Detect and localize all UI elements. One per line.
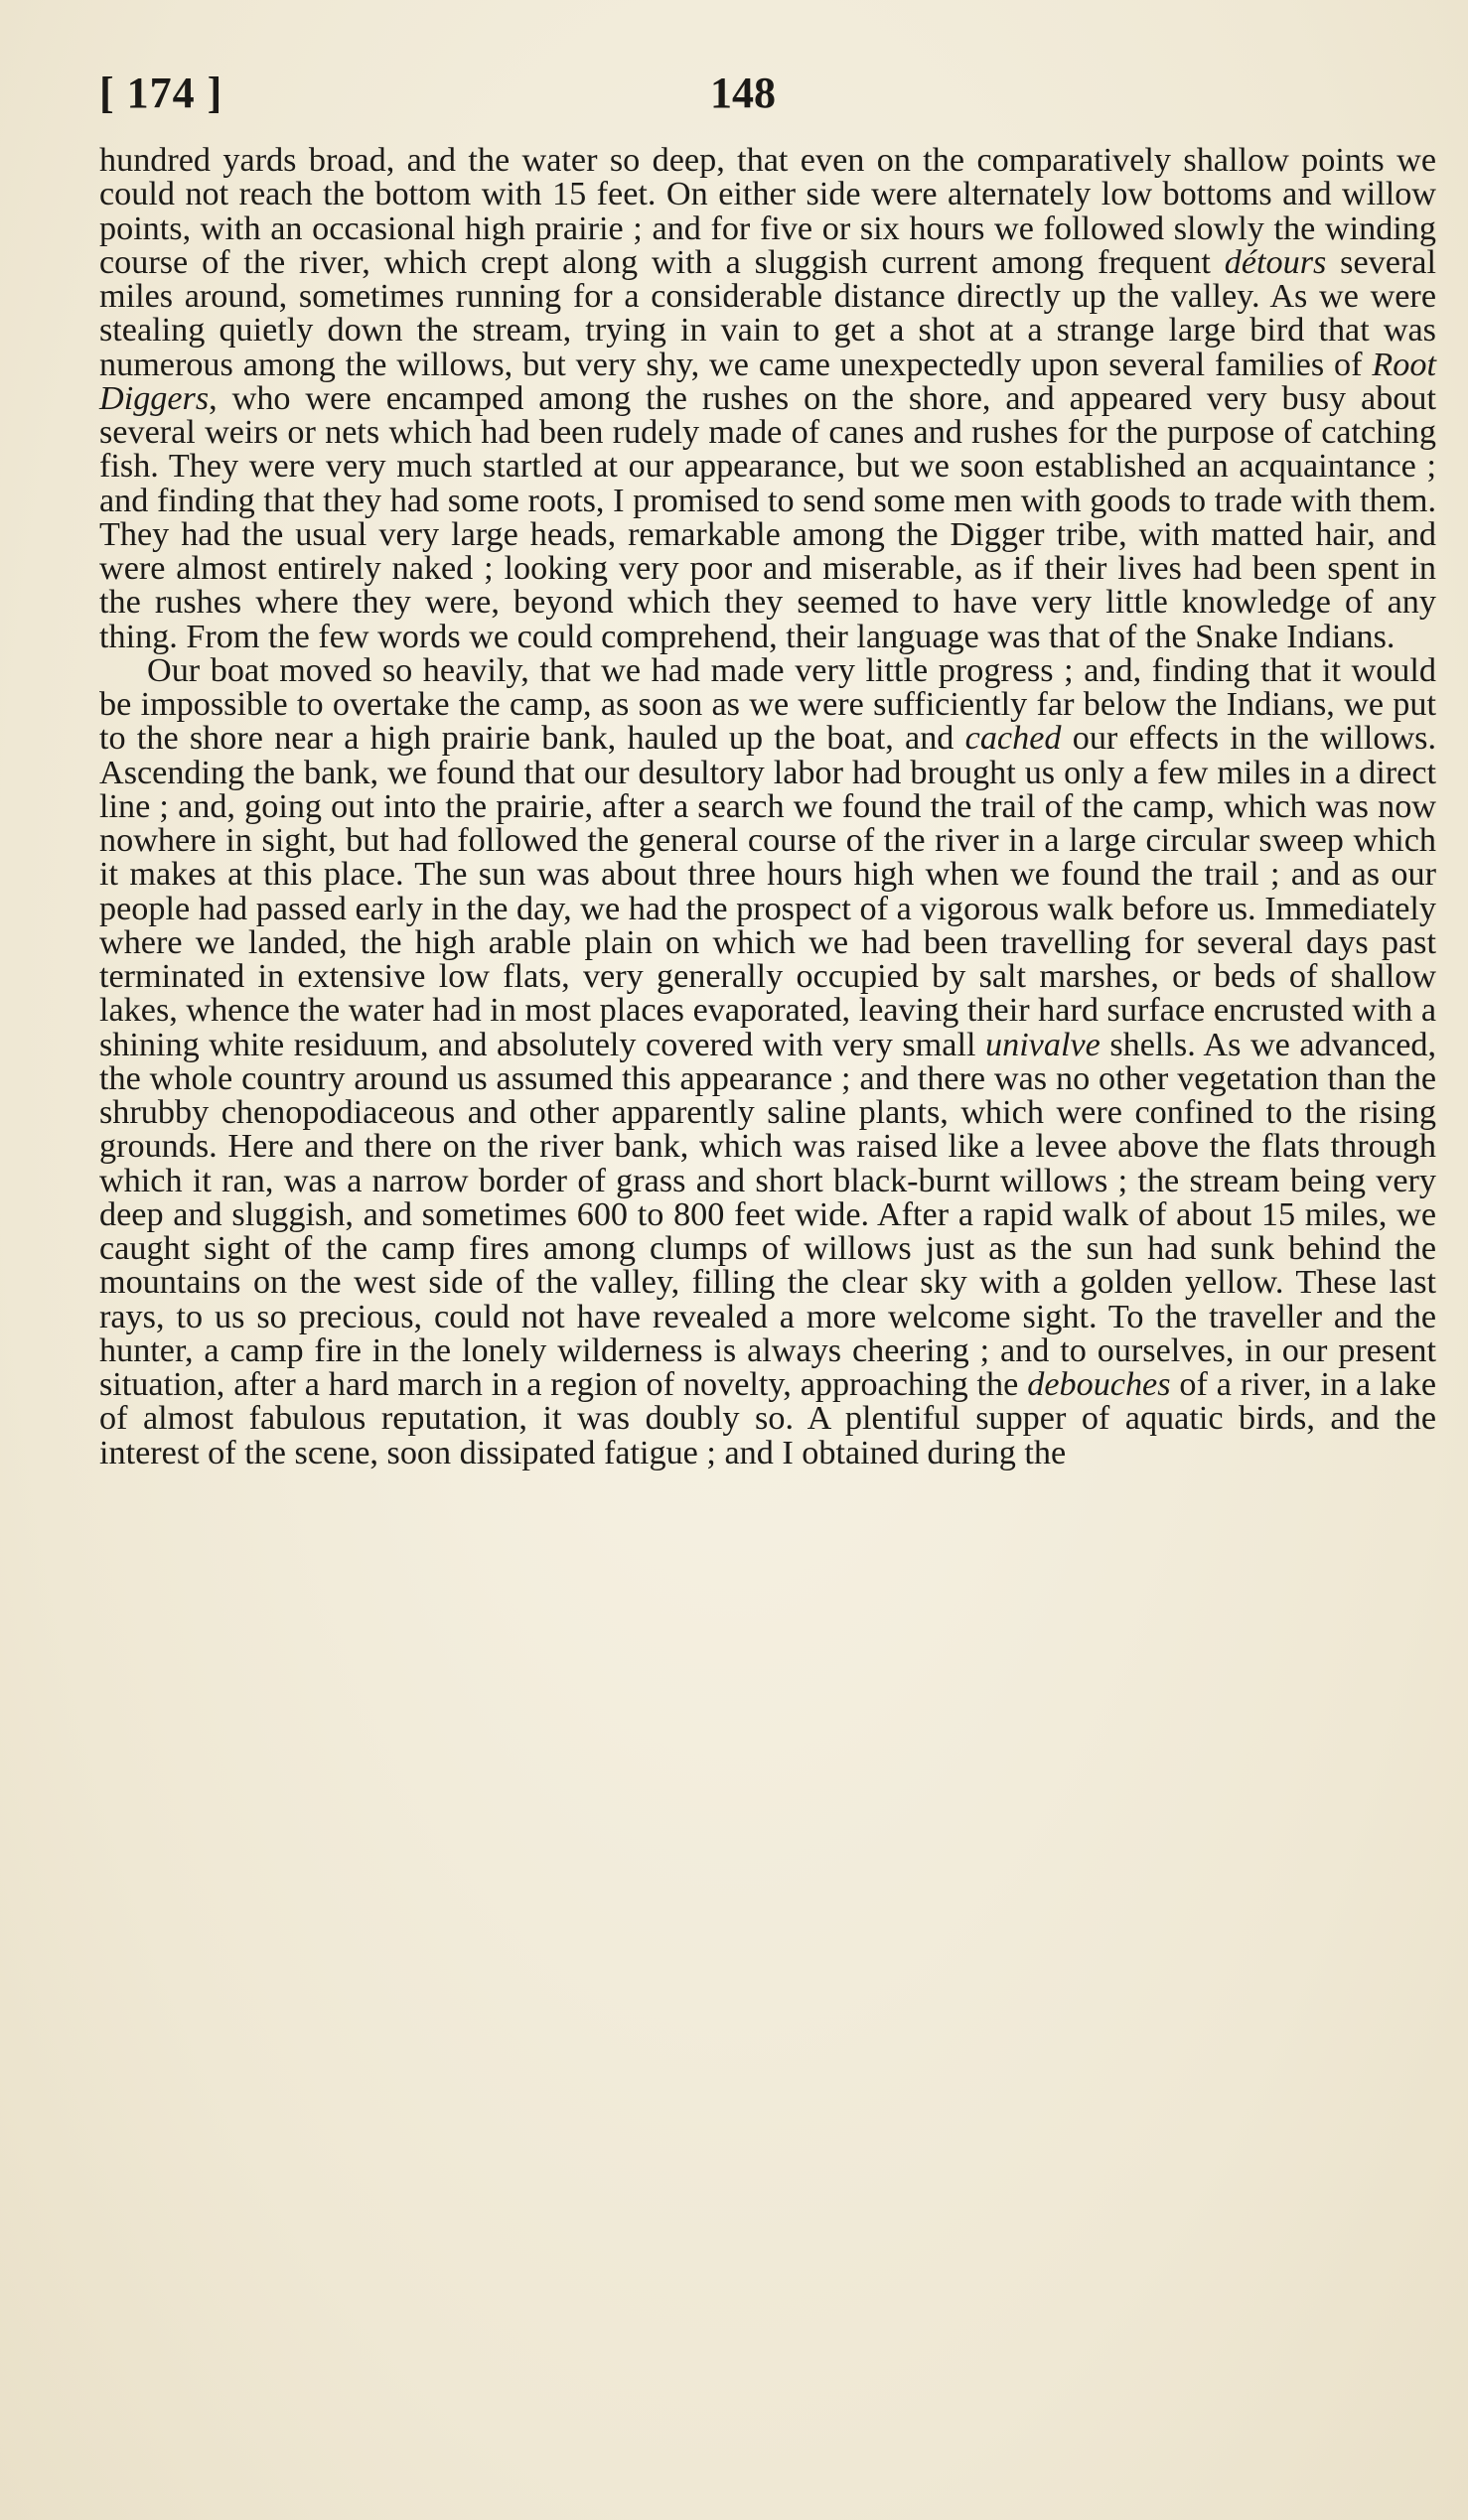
body-text (99, 144, 1436, 1470)
page-header (0, 58, 1468, 137)
text-run: hundred yards broad, and the water so deep, that even on the comparatively shallow points we could not reach the bottom with 15 feet. On either side were alternately low bottoms and willow points, with an occasional high prairie ; and for five or six hours we followed slowly the winding course of the river, which crept along with a sluggish current among frequent (99, 142, 1436, 281)
paragraph (99, 651, 1437, 1471)
page-number: 148 (710, 69, 776, 117)
text-run: , who were encamped among the rushes on the shore, and appeared very busy about several weirs or nets which had been rudely made of canes and rushes for the purpose of catching fish. They were very much startled at our appearance, but we soon established an acquaintance ; and finding that they had some roots, I promised to send some men with goods to trade with them. They had the usual very large heads, remarkable among the Digger tribe, with matted hair, and were almost entirely naked ; looking very poor and miserable, as if their lives had been spent in the rushes where they were, beyond which they seemed to have very little knowledge of any thing. From the few words we could comprehend, their language was that of the Snake Indians. (99, 379, 1436, 655)
text-run: Our boat moved so heavily, that we had made very little progress ; and, finding that it would be impossible to overtake the camp, as soon as we were sufficiently far below the Indians, we put to the shore near a high prairie bank, hauled up the boat, and (99, 651, 1436, 758)
italic-text: cached (964, 720, 1062, 758)
bracketed-page-number: [ 174 ] (99, 69, 223, 117)
text-run: of a river, in a lake of almost fabulous reputation, it was doubly so. A plentiful supper of aquatic birds, and the interest of the scene, soon dissipated fatigue ; and I obtained during the (99, 1366, 1436, 1471)
italic-text: détours (1224, 243, 1327, 281)
paragraph (99, 144, 1436, 654)
italic-text: debouches (1027, 1366, 1171, 1403)
text-run: several miles around, sometimes running for a considerable distance directly up the valley. As we were stealing quietly down the stream, trying in vain to get a shot at a strange large bird that was numerous among the willows, but very shy, we came unexpectedly upon several families of (99, 243, 1436, 383)
italic-text: univalve (985, 1026, 1101, 1063)
text-run: shells. As we advanced, the whole country around us assumed this appearance ; and there was no other vegetation than the shrubby chenopodiaceous and other apparently saline plants, which were confined to the rising grounds. Here and there on the river bank, which was raised like a levee above the flats through which it ran, was a narrow border of grass and short black-burnt willows ; the stream being very deep and sluggish, and sometimes 600 to 800 feet wide. After a rapid walk of about 15 miles, we caught sight of the camp fires among clumps of willows just as the sun had sunk behind the mountains on the west side of the valley, filling the clear sky with a golden yellow. These last rays, to us so precious, could not have revealed a more welcome sight. To the traveller and the hunter, a camp fire in the lonely wilderness is always cheering ; and to ourselves, in our present situation, after a hard march in a region of novelty, approaching the (99, 1026, 1437, 1403)
italic-text: Root Diggers (99, 346, 1436, 417)
text-run: our effects in the willows. Ascending the bank, we found that our desultory labor had brought us only a few miles in a direct line ; and, going out into the prairie, after a search we found the trail of the camp, which was now nowhere in sight, but had followed the general course of the river in a large circular sweep which it makes at this place. The sun was about three hours high when we found the trail ; and as our people had passed early in the day, we had the prospect of a vigorous walk before us. Immediately where we landed, the high arable plain on which we had been travelling for several days past terminated in extensive low flats, very generally occupied by salt marshes, or beds of shallow lakes, whence the water had in most places evaporated, leaving their hard surface encrusted with a shining white residuum, and absolutely covered with very small (99, 720, 1437, 1063)
